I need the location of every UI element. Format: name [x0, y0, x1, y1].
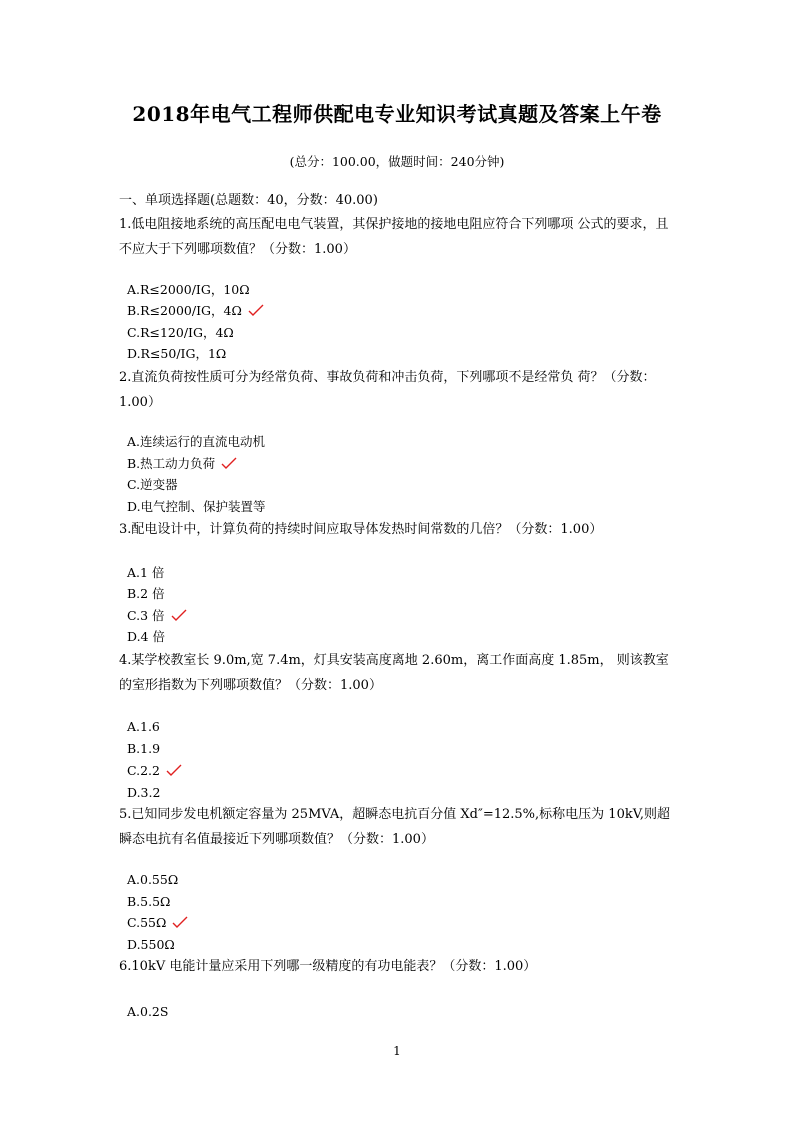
question-text: 4.某学校教室长 9.0m,宽 7.4m，灯具安装高度离地 2.60m，离工作面高度 1.85m， 则该教室的室形指数为下列哪项数值？（分数：1.00）	[119, 653, 669, 693]
option-label: B.R≤2000/IG，4Ω	[127, 303, 242, 318]
document-subtitle: (总分：100.00，做题时间：240分钟)	[289, 154, 505, 169]
correct-answer-check-icon	[248, 304, 264, 316]
option-a: A.1.6	[127, 719, 160, 734]
section-heading: 一、单项选择题(总题数：40，分数：40.00)	[119, 193, 378, 208]
question-text: 5.已知同步发电机额定容量为 25MVA，超瞬态电抗百分值 Xd″=12.5%,标称电压为 10kV,则超瞬态电抗有名值最接近下列哪项数值？（分数：1.00）	[119, 807, 670, 847]
option-a: A.连续运行的直流电动机	[127, 434, 266, 449]
option-label: B.热工动力负荷	[127, 456, 216, 471]
option-a: A.0.2S	[127, 1004, 169, 1019]
option-b: B.5.5Ω	[127, 894, 171, 909]
option-c: C.R≤120/IG，4Ω	[127, 325, 234, 340]
option-b	[127, 455, 237, 473]
question-text: 2.直流负荷按性质可分为经常负荷、事故负荷和冲击负荷，下列哪项不是经常负 荷？（分数：1.00）	[119, 370, 656, 410]
question-text: 3.配电设计中，计算负荷的持续时间应取导体发热时间常数的几倍？（分数：1.00）	[119, 522, 603, 537]
question-text: 1.低电阻接地系统的高压配电电气装置，其保护接地的接地电阻应符合下列哪项 公式的要求，且不应大于下列哪项数值？（分数：1.00）	[119, 217, 669, 257]
correct-answer-check-icon	[171, 609, 187, 621]
option-a: A.R≤2000/IG，10Ω	[127, 282, 250, 297]
option-c	[127, 762, 182, 780]
option-d: D.4 倍	[127, 629, 165, 644]
option-d: D.550Ω	[127, 937, 175, 952]
option-c	[127, 607, 187, 625]
option-b: B.2 倍	[127, 586, 165, 601]
option-label: C.55Ω	[127, 915, 167, 930]
option-label: C.2.2	[127, 763, 160, 778]
option-d: D.3.2	[127, 785, 161, 800]
option-c: C.逆变器	[127, 477, 178, 492]
correct-answer-check-icon	[166, 764, 182, 776]
option-a: A.0.55Ω	[127, 872, 179, 887]
option-a: A.1 倍	[127, 565, 165, 580]
option-c	[127, 914, 188, 932]
document-title: 2018年电气工程师供配电专业知识考试真题及答案上午卷	[132, 102, 662, 126]
page-number: 1	[393, 1044, 401, 1058]
option-b: B.1.9	[127, 741, 161, 756]
option-b	[127, 302, 264, 320]
correct-answer-check-icon	[172, 916, 188, 928]
option-d: D.电气控制、保护装置等	[127, 499, 266, 514]
option-label: C.3 倍	[127, 608, 165, 623]
question-text: 6.10kV 电能计量应采用下列哪一级精度的有功电能表？（分数：1.00）	[119, 959, 537, 974]
option-d: D.R≤50/IG，1Ω	[127, 346, 227, 361]
correct-answer-check-icon	[221, 457, 237, 469]
